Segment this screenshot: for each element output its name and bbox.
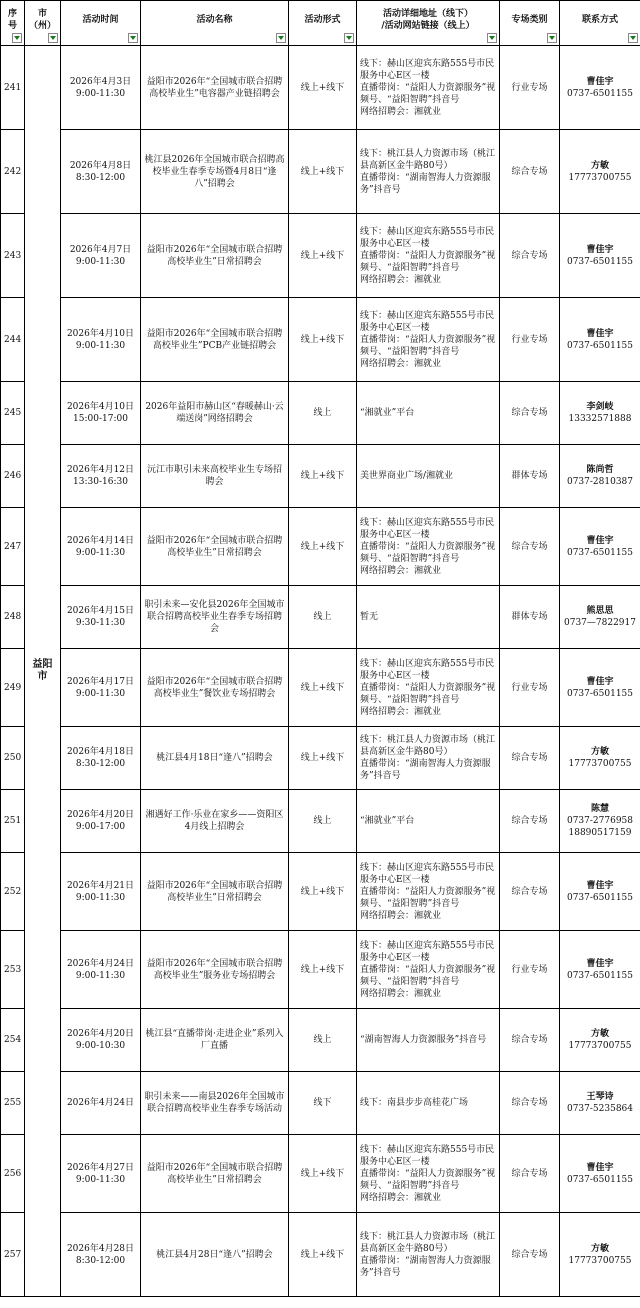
event-form: 线上 xyxy=(289,790,357,853)
event-contact xyxy=(560,1009,640,1072)
address-line: 网络招聘会：湘就业 xyxy=(360,988,442,999)
event-contact xyxy=(560,214,640,298)
contact-person: 熊思思 xyxy=(586,606,614,616)
contact-phone: 0737-6501155 xyxy=(566,547,634,558)
address-line: 直播带岗：“益阳人力资源服务”视频号、“益阳智聘”抖音号 xyxy=(360,682,496,705)
row-number: 247 xyxy=(1,508,25,586)
event-time xyxy=(61,130,141,214)
contact-phone: 0737-6501155 xyxy=(566,340,634,351)
row-number: 252 xyxy=(1,853,25,931)
address-line: “湘就业”平台 xyxy=(360,816,415,826)
event-category: 行业专场 xyxy=(500,931,560,1009)
event-time xyxy=(61,1009,141,1072)
header-address[interactable]: 活动详细地址（线下） /活动网站链接（线上） xyxy=(357,1,500,46)
address-line: “湖南智海人力资源服务”抖音号 xyxy=(360,1035,487,1045)
event-date: 2026年4月27日 xyxy=(66,1162,135,1173)
event-date: 2026年4月20日 xyxy=(66,810,135,820)
event-hours: 13:30-16:30 xyxy=(73,477,128,487)
event-time xyxy=(61,298,141,382)
event-date: 2026年4月15日 xyxy=(66,606,135,616)
event-hours: 9:00-11:30 xyxy=(75,88,126,99)
event-contact xyxy=(560,298,640,382)
filter-dropdown-icon[interactable] xyxy=(12,33,22,43)
event-category: 综合专场 xyxy=(500,853,560,931)
event-name: 益阳市2026年“全国城市联合招聘高校毕业生”电容器产业链招聘会 xyxy=(141,46,289,130)
contact-person: 陈慧 xyxy=(590,804,609,814)
event-address xyxy=(357,1009,500,1072)
contact-person: 曹佳宇 xyxy=(586,958,614,969)
address-line: “湘就业”平台 xyxy=(360,408,415,418)
event-hours: 9:00-11:30 xyxy=(75,892,126,903)
contact-person: 曹佳宇 xyxy=(586,76,614,87)
event-hours: 9:00-17:00 xyxy=(75,822,126,832)
event-name: 益阳市2026年“全国城市联合招聘高校毕业生”日常招聘会 xyxy=(141,853,289,931)
table-row xyxy=(1,1135,640,1213)
event-date: 2026年4月17日 xyxy=(66,676,135,687)
event-time xyxy=(61,649,141,727)
address-line: 直播带岗：“湖南智海人力资源服务”抖音号 xyxy=(360,1255,491,1278)
event-name: 益阳市2026年“全国城市联合招聘高校毕业生”餐饮业专场招聘会 xyxy=(141,649,289,727)
header-time[interactable]: 活动时间 xyxy=(61,1,141,46)
event-date: 2026年4月10日 xyxy=(66,402,135,412)
filter-dropdown-icon[interactable] xyxy=(487,33,497,43)
event-contact xyxy=(560,1135,640,1213)
event-date: 2026年4月24日 xyxy=(66,1098,135,1108)
event-name: 益阳市2026年“全国城市联合招聘高校毕业生”日常招聘会 xyxy=(141,1135,289,1213)
event-address xyxy=(357,130,500,214)
event-category: 综合专场 xyxy=(500,130,560,214)
address-line: 网络招聘会：湘就业 xyxy=(360,274,442,285)
event-form: 线上+线下 xyxy=(289,649,357,727)
row-number: 244 xyxy=(1,298,25,382)
event-contact xyxy=(560,1213,640,1297)
contact-person: 陈尚哲 xyxy=(586,465,614,475)
contact-phone: 0737-5235864 xyxy=(566,1104,634,1114)
event-name: 益阳市2026年“全国城市联合招聘高校毕业生”日常招聘会 xyxy=(141,214,289,298)
event-hours: 15:00-17:00 xyxy=(73,414,128,424)
event-date: 2026年4月21日 xyxy=(66,880,135,891)
event-contact xyxy=(560,586,640,649)
address-line: 美世界商业广场/湘就业 xyxy=(360,471,454,481)
event-form: 线上 xyxy=(289,586,357,649)
contact-phone: 0737-2810387 xyxy=(566,477,634,487)
row-number: 251 xyxy=(1,790,25,853)
address-line: 网络招聘会：湘就业 xyxy=(360,106,442,117)
row-number: 257 xyxy=(1,1213,25,1297)
contact-person: 曹佳宇 xyxy=(586,328,614,339)
event-address xyxy=(357,298,500,382)
event-form: 线上+线下 xyxy=(289,853,357,931)
event-hours: 9:00-11:30 xyxy=(75,970,126,981)
contact-person: 王琴诗 xyxy=(586,1092,614,1102)
event-time xyxy=(61,382,141,445)
contact-phone: 0737-6501155 xyxy=(566,88,634,99)
contact-phone: 17773700755 xyxy=(568,1255,632,1266)
address-line: 线下：赫山区迎宾东路555号市民服务中心E区一楼 xyxy=(360,940,495,963)
event-date: 2026年4月14日 xyxy=(66,535,135,546)
event-form: 线上+线下 xyxy=(289,727,357,790)
row-number: 253 xyxy=(1,931,25,1009)
event-form: 线上+线下 xyxy=(289,1135,357,1213)
event-date: 2026年4月7日 xyxy=(69,244,132,255)
event-date: 2026年4月24日 xyxy=(66,958,135,969)
event-category: 行业专场 xyxy=(500,298,560,382)
event-time xyxy=(61,586,141,649)
address-line: 暂无 xyxy=(360,612,379,622)
event-hours: 9:00-11:30 xyxy=(75,547,126,558)
event-category: 综合专场 xyxy=(500,727,560,790)
address-line: 直播带岗：“益阳人力资源服务”视频号、“益阳智聘”抖音号 xyxy=(360,1168,496,1191)
event-date: 2026年4月10日 xyxy=(66,328,135,339)
address-line: 直播带岗：“益阳人力资源服务”视频号、“益阳智聘”抖音号 xyxy=(360,541,496,564)
event-contact xyxy=(560,130,640,214)
address-line: 线下：赫山区迎宾东路555号市民服务中心E区一楼 xyxy=(360,517,495,540)
event-hours: 8:30-12:00 xyxy=(75,1255,126,1266)
address-line: 直播带岗：“益阳人力资源服务”视频号、“益阳智聘”抖音号 xyxy=(360,250,496,273)
contact-person: 方敏 xyxy=(590,160,609,171)
event-address xyxy=(357,727,500,790)
contact-phone: 0737—7822917 xyxy=(564,618,636,628)
event-time xyxy=(61,1072,141,1135)
event-contact xyxy=(560,790,640,853)
event-date: 2026年4月12日 xyxy=(66,465,135,475)
row-number: 241 xyxy=(1,46,25,130)
table-row xyxy=(1,931,640,1009)
row-number: 246 xyxy=(1,445,25,508)
event-form: 线上+线下 xyxy=(289,46,357,130)
event-form: 线上+线下 xyxy=(289,445,357,508)
event-category: 行业专场 xyxy=(500,46,560,130)
event-name: 桃江县4月28日“逢八”招聘会 xyxy=(141,1213,289,1297)
header-name[interactable]: 活动名称 xyxy=(141,1,289,46)
city-cell: 益阳市 xyxy=(25,46,61,1297)
table-row xyxy=(1,1072,640,1135)
event-address xyxy=(357,790,500,853)
filter-dropdown-icon[interactable] xyxy=(48,33,58,43)
event-name: 桃江县4月18日“逢八”招聘会 xyxy=(141,727,289,790)
address-line: 网络招聘会：湘就业 xyxy=(360,910,442,921)
event-time xyxy=(61,853,141,931)
event-category: 综合专场 xyxy=(500,214,560,298)
event-date: 2026年4月20日 xyxy=(66,1029,135,1039)
contact-phone: 17773700755 xyxy=(568,1041,632,1051)
event-hours: 9:00-11:30 xyxy=(75,688,126,699)
row-number: 249 xyxy=(1,649,25,727)
event-category: 群体专场 xyxy=(500,586,560,649)
event-form: 线上+线下 xyxy=(289,298,357,382)
contact-person: 曹佳宇 xyxy=(586,1162,614,1173)
address-line: 线下：桃江县人力资源市场（桃江县高新区金牛路80号） xyxy=(360,735,496,757)
event-hours: 9:00-11:30 xyxy=(75,340,126,351)
event-time xyxy=(61,1135,141,1213)
event-date: 2026年4月8日 xyxy=(69,160,132,171)
event-address xyxy=(357,1135,500,1213)
row-number: 250 xyxy=(1,727,25,790)
event-time xyxy=(61,790,141,853)
event-contact xyxy=(560,727,640,790)
event-time xyxy=(61,931,141,1009)
header-row xyxy=(1,1,640,46)
event-address xyxy=(357,931,500,1009)
table-row xyxy=(1,445,640,508)
contact-person: 曹佳宇 xyxy=(586,244,614,255)
event-hours: 9:00-11:30 xyxy=(75,1174,126,1185)
contact-phone: 17773700755 xyxy=(568,759,632,769)
event-contact xyxy=(560,931,640,1009)
header-form[interactable]: 活动形式 xyxy=(289,1,357,46)
table-row xyxy=(1,727,640,790)
table-row xyxy=(1,1213,640,1297)
event-form: 线上+线下 xyxy=(289,508,357,586)
address-line: 直播带岗：“益阳人力资源服务”视频号、“益阳智聘”抖音号 xyxy=(360,964,496,987)
row-number: 255 xyxy=(1,1072,25,1135)
filter-dropdown-icon[interactable] xyxy=(628,33,638,43)
event-name: 益阳市2026年“全国城市联合招聘高校毕业生”服务业专场招聘会 xyxy=(141,931,289,1009)
event-contact xyxy=(560,46,640,130)
address-line: 网络招聘会：湘就业 xyxy=(360,565,442,576)
table-row xyxy=(1,586,640,649)
event-name: 桃江县“直播带岗·走进企业”系列入厂直播 xyxy=(141,1009,289,1072)
row-number: 245 xyxy=(1,382,25,445)
contact-phone: 0737-6501155 xyxy=(566,970,634,981)
event-date: 2026年4月3日 xyxy=(69,76,132,87)
event-address xyxy=(357,214,500,298)
event-address xyxy=(357,586,500,649)
row-number: 248 xyxy=(1,586,25,649)
event-contact xyxy=(560,508,640,586)
table-row xyxy=(1,130,640,214)
event-category: 群体专场 xyxy=(500,445,560,508)
table-row xyxy=(1,46,640,130)
contact-phone: 18890517159 xyxy=(568,828,632,838)
address-line: 直播带岗：“湖南智海人力资源服务”抖音号 xyxy=(360,759,491,781)
event-category: 综合专场 xyxy=(500,1135,560,1213)
event-name: 2026年益阳市赫山区“春暖赫山·云端送岗”网络招聘会 xyxy=(141,382,289,445)
header-category[interactable]: 专场类别 xyxy=(500,1,560,46)
event-time xyxy=(61,1213,141,1297)
table-row xyxy=(1,649,640,727)
event-name: 职引未来—安化县2026年全国城市联合招聘高校毕业生春季专场招聘会 xyxy=(141,586,289,649)
contact-phone: 0737-2776958 xyxy=(566,816,634,826)
contact-phone: 0737-6501155 xyxy=(566,892,634,903)
event-category: 综合专场 xyxy=(500,508,560,586)
event-hours: 9:30-11:30 xyxy=(75,618,126,628)
filter-dropdown-icon[interactable] xyxy=(128,33,138,43)
address-line: 直播带岗：“益阳人力资源服务”视频号、“益阳智聘”抖音号 xyxy=(360,82,496,105)
contact-phone: 17773700755 xyxy=(568,172,632,183)
event-form: 线上 xyxy=(289,1009,357,1072)
table-row xyxy=(1,853,640,931)
event-address xyxy=(357,508,500,586)
address-line: 网络招聘会：湘就业 xyxy=(360,1192,442,1203)
event-address xyxy=(357,649,500,727)
contact-person: 曹佳宇 xyxy=(586,880,614,891)
event-address xyxy=(357,46,500,130)
event-form: 线上 xyxy=(289,382,357,445)
contact-person: 李剑岐 xyxy=(586,402,614,412)
event-category: 行业专场 xyxy=(500,649,560,727)
address-line: 线下：赫山区迎宾东路555号市民服务中心E区一楼 xyxy=(360,658,495,681)
contact-phone: 0737-6501155 xyxy=(566,1174,634,1185)
address-line: 网络招聘会：湘就业 xyxy=(360,706,442,717)
filter-dropdown-icon[interactable] xyxy=(344,33,354,43)
event-hours: 9:00-10:30 xyxy=(75,1041,126,1051)
table-row xyxy=(1,298,640,382)
row-number: 242 xyxy=(1,130,25,214)
table-row xyxy=(1,508,640,586)
event-form: 线下 xyxy=(289,1072,357,1135)
event-name: 益阳市2026年“全国城市联合招聘高校毕业生”日常招聘会 xyxy=(141,508,289,586)
address-line: 线下：赫山区迎宾东路555号市民服务中心E区一楼 xyxy=(360,1144,495,1167)
event-category: 综合专场 xyxy=(500,1009,560,1072)
table-row xyxy=(1,382,640,445)
address-line: 线下：南县步步高桂花广场 xyxy=(360,1098,469,1108)
event-contact xyxy=(560,1072,640,1135)
address-line: 线下：赫山区迎宾东路555号市民服务中心E区一楼 xyxy=(360,226,495,249)
event-name: 益阳市2026年“全国城市联合招聘高校毕业生”PCB产业链招聘会 xyxy=(141,298,289,382)
event-date: 2026年4月18日 xyxy=(66,747,135,757)
event-form: 线上+线下 xyxy=(289,214,357,298)
event-name: 职引未来——南县2026年全国城市联合招聘高校毕业生春季专场活动 xyxy=(141,1072,289,1135)
event-time xyxy=(61,508,141,586)
event-name: 湘遇好工作·乐业在家乡——资阳区4月线上招聘会 xyxy=(141,790,289,853)
row-number: 254 xyxy=(1,1009,25,1072)
event-name: 沅江市职引未来高校毕业生专场招聘会 xyxy=(141,445,289,508)
contact-person: 方敏 xyxy=(590,1029,609,1039)
event-form: 线上+线下 xyxy=(289,931,357,1009)
event-hours: 9:00-11:30 xyxy=(75,256,126,267)
event-category: 综合专场 xyxy=(500,790,560,853)
event-category: 综合专场 xyxy=(500,382,560,445)
event-time xyxy=(61,727,141,790)
address-line: 线下：赫山区迎宾东路555号市民服务中心E区一楼 xyxy=(360,862,495,885)
event-contact xyxy=(560,649,640,727)
contact-phone: 0737-6501155 xyxy=(566,256,634,267)
address-line: 线下：桃江县人力资源市场（桃江县高新区金牛路80号） xyxy=(360,148,496,171)
event-contact xyxy=(560,853,640,931)
contact-person: 方敏 xyxy=(590,1243,609,1254)
row-number: 243 xyxy=(1,214,25,298)
event-address xyxy=(357,382,500,445)
event-time xyxy=(61,214,141,298)
address-line: 直播带岗：“益阳人力资源服务”视频号、“益阳智聘”抖音号 xyxy=(360,886,496,909)
event-time xyxy=(61,445,141,508)
event-form: 线上+线下 xyxy=(289,1213,357,1297)
filter-dropdown-icon[interactable] xyxy=(547,33,557,43)
event-category: 综合专场 xyxy=(500,1213,560,1297)
event-address xyxy=(357,1213,500,1297)
address-line: 线下：桃江县人力资源市场（桃江县高新区金牛路80号） xyxy=(360,1231,496,1254)
address-line: 直播带岗：“湖南智海人力资源服务”抖音号 xyxy=(360,172,491,195)
address-line: 网络招聘会：湘就业 xyxy=(360,358,442,369)
event-name: 桃江县2026年全国城市联合招聘高校毕业生春季专场暨4月8日“逢八”招聘会 xyxy=(141,130,289,214)
address-line: 线下：赫山区迎宾东路555号市民服务中心E区一楼 xyxy=(360,310,495,333)
contact-person: 曹佳宇 xyxy=(586,535,614,546)
event-hours: 8:30-12:00 xyxy=(75,172,126,183)
contact-person: 曹佳宇 xyxy=(586,676,614,687)
event-form: 线上+线下 xyxy=(289,130,357,214)
event-category: 综合专场 xyxy=(500,1072,560,1135)
header-contact[interactable]: 联系方式 xyxy=(560,1,640,46)
contact-person: 方敏 xyxy=(590,747,609,757)
contact-phone: 0737-6501155 xyxy=(566,688,634,699)
address-line: 直播带岗：“益阳人力资源服务”视频号、“益阳智聘”抖音号 xyxy=(360,334,496,357)
event-time xyxy=(61,46,141,130)
event-hours: 8:30-12:00 xyxy=(75,759,126,769)
header-city[interactable]: 市（州） xyxy=(25,1,61,46)
filter-dropdown-icon[interactable] xyxy=(276,33,286,43)
event-contact xyxy=(560,382,640,445)
address-line: 线下：赫山区迎宾东路555号市民服务中心E区一楼 xyxy=(360,58,495,81)
table-row xyxy=(1,214,640,298)
header-no[interactable]: 序号 xyxy=(1,1,25,46)
row-number: 256 xyxy=(1,1135,25,1213)
event-address xyxy=(357,853,500,931)
event-date: 2026年4月28日 xyxy=(66,1243,135,1254)
table-row xyxy=(1,790,640,853)
event-address xyxy=(357,445,500,508)
event-contact xyxy=(560,445,640,508)
contact-phone: 13332571888 xyxy=(568,414,632,424)
table-row xyxy=(1,1009,640,1072)
event-address xyxy=(357,1072,500,1135)
